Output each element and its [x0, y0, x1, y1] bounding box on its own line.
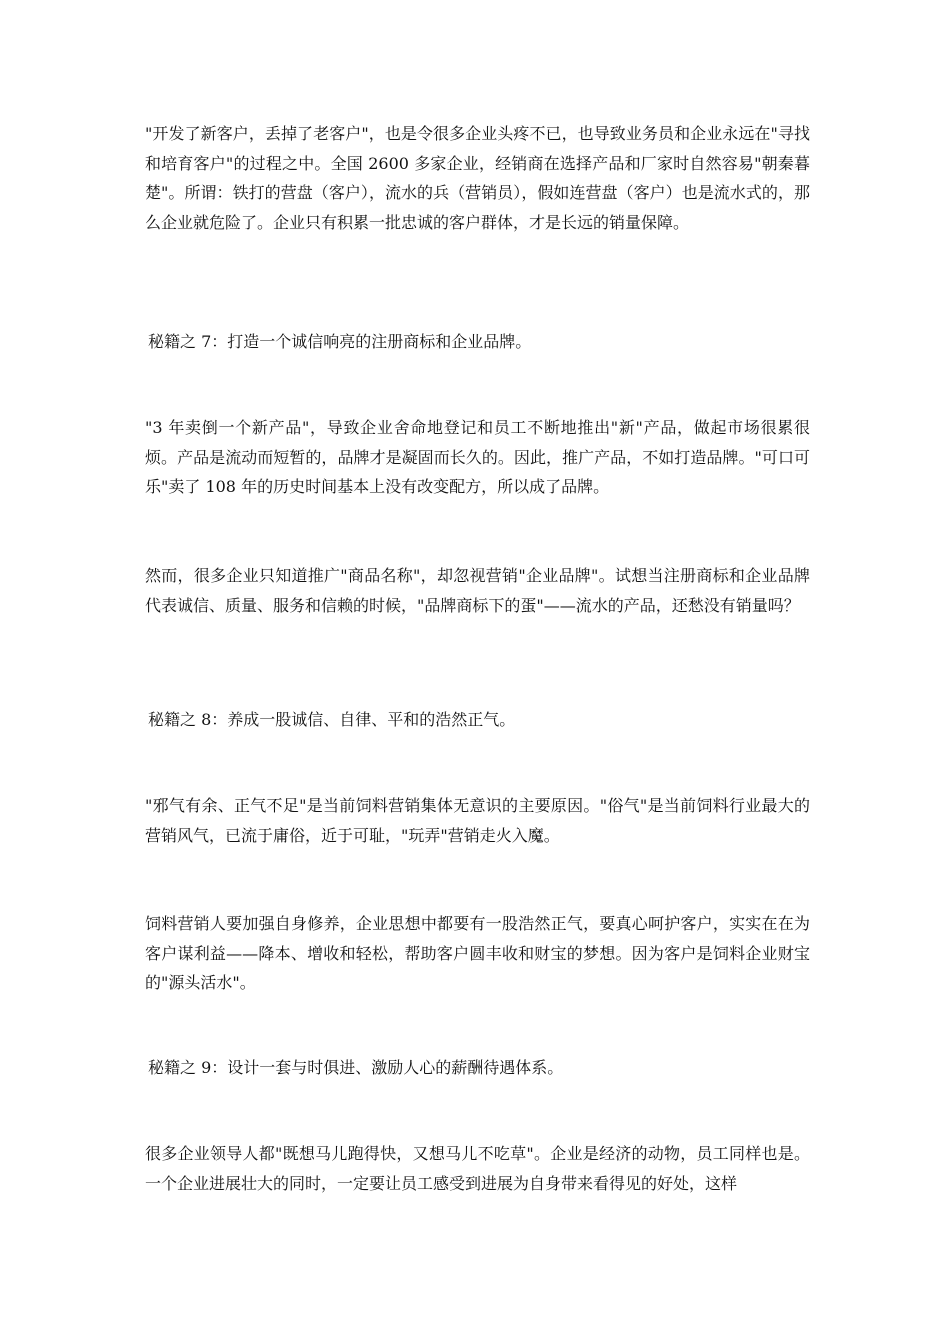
paragraph-new-products: "3 年卖倒一个新产品"，导致企业舍命地登记和员工不断地推出"新"产品，做起市场很累很烦。产品是流动而短暂的，品牌才是凝固而长久的。因此，推广产品，不如打造品牌。"可口可乐"卖了 108 年的历史时间基本上没有改变配方，所以成了品牌。	[145, 418, 810, 496]
paragraph-compensation: 很多企业领导人都"既想马儿跑得快，又想马儿不吃草"。企业是经济的动物，员工同样也是。一个企业进展壮大的同时，一定要让员工感受到进展为自身带来看得见的好处，这样	[145, 1144, 810, 1193]
paragraph-self-cultivation: 饲料营销人要加强自身修养，企业思想中都要有一股浩然正气，要真心呵护客户，实实在在为客户谋利益——降本、增收和轻松，帮助客户圆丰收和财宝的梦想。因为客户是饲料企业财宝的"源头活水"。	[145, 914, 810, 992]
heading-secret-7: 秘籍之 7：打造一个诚信响亮的注册商标和企业品牌。	[148, 332, 532, 351]
heading-secret-9: 秘籍之 9：设计一套与时俱进、激励人心的薪酬待遇体系。	[148, 1058, 564, 1077]
heading-secret-8: 秘籍之 8：养成一股诚信、自律、平和的浩然正气。	[148, 710, 516, 729]
paragraph-brand-names: 然而，很多企业只知道推广"商品名称"，却忽视营销"企业品牌"。试想当注册商标和企业品牌代表诚信、质量、服务和信赖的时候，"品牌商标下的蛋"——流水的产品，还愁没有销量吗？	[145, 566, 810, 615]
paragraph-industry-ethos: "邪气有余、正气不足"是当前饲料营销集体无意识的主要原因。"俗气"是当前饲料行业最大的营销风气，已流于庸俗，近于可耻，"玩弄"营销走火入魔。	[145, 796, 810, 845]
paragraph-customer-retention: "开发了新客户，丢掉了老客户"，也是令很多企业头疼不已，也导致业务员和企业永远在"寻找和培育客户"的过程之中。全国 2600 多家企业，经销商在选择产品和厂家时自然容易"朝秦暮楚"。所谓：铁打的营盘（客户），流水的兵（营销员），假如连营盘（客户）也是流水式的，那么企业就危险了。企业只有积累一批忠诚的客户群体，才是长远的销量保障。	[145, 124, 810, 232]
